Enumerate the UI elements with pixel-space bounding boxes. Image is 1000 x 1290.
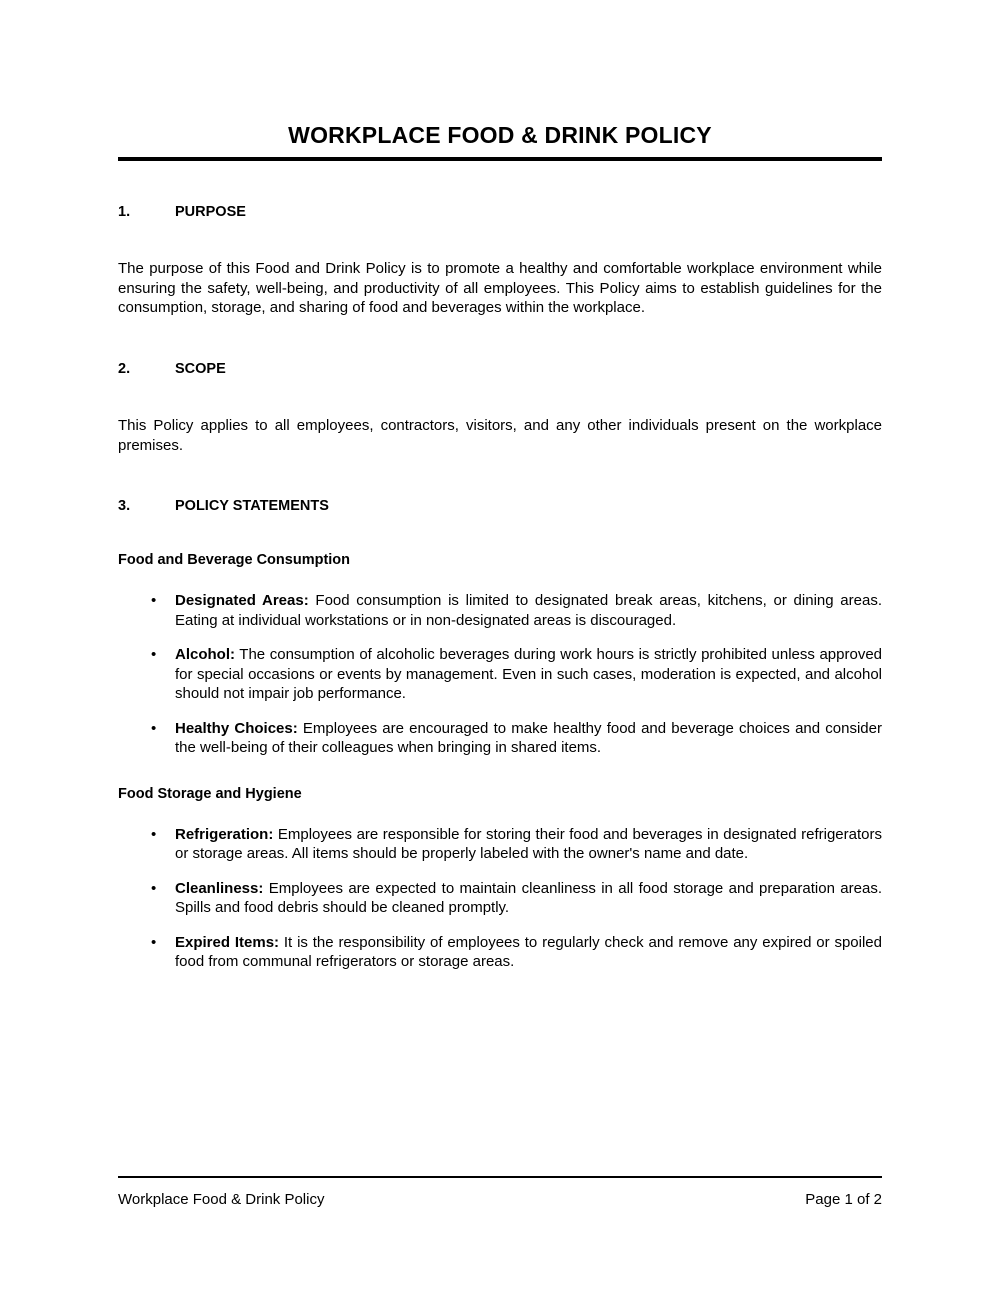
list-item-text: Employees are responsible for storing their food and beverages in designated refrigerators or storage areas. All items should be properly labeled with the owner's name and date. bbox=[175, 825, 882, 863]
list-item bbox=[118, 825, 882, 864]
spacer bbox=[118, 803, 882, 825]
bullet-list-food-and-beverage-consumption bbox=[118, 591, 882, 758]
list-item-term: Alcohol: bbox=[175, 646, 235, 664]
header-divider bbox=[118, 157, 882, 161]
list-item bbox=[118, 719, 882, 758]
bullet-list-food-storage-and-hygiene bbox=[118, 825, 882, 972]
list-item bbox=[118, 933, 882, 972]
spacer bbox=[118, 378, 882, 416]
spacer bbox=[118, 516, 882, 552]
bullet-marker-icon: • bbox=[151, 646, 157, 664]
section-number: 2. bbox=[118, 360, 131, 377]
spacer bbox=[118, 318, 882, 361]
section-label: SCOPE bbox=[175, 360, 226, 377]
spacer bbox=[118, 569, 882, 591]
section-heading-policy-statements bbox=[118, 498, 882, 515]
paragraph-purpose: The purpose of this Food and Drink Policy is to promote a healthy and comfortable workplace environment while ensuring the safety, well-being, and productivity of all employees. This Policy aims to establish guidelines for the consumption, storage, and sharing of food and beverages within the workplace. bbox=[118, 260, 882, 317]
subsection-heading-food-and-beverage-consumption: Food and Beverage Consumption bbox=[118, 551, 351, 568]
list-item-text: Employees are expected to maintain cleanliness in all food storage and preparation areas. Spills and food debris should be cleaned promptly. bbox=[175, 879, 882, 917]
bullet-marker-icon: • bbox=[151, 592, 157, 610]
section-label: POLICY STATEMENTS bbox=[175, 498, 329, 515]
spacer bbox=[118, 758, 882, 786]
page-footer bbox=[118, 1190, 882, 1209]
spacer bbox=[118, 455, 882, 498]
footer-document-name: Workplace Food & Drink Policy bbox=[118, 1191, 325, 1208]
list-item-text: The consumption of alcoholic beverages during work hours is strictly prohibited unless approved for special occasions or events by management. Even in such cases, moderation is expected, and alcohol should not impair job performance. bbox=[175, 646, 882, 703]
list-item bbox=[118, 645, 882, 704]
page-title: WORKPLACE FOOD & DRINK POLICY bbox=[288, 122, 712, 149]
footer-page-number: Page 1 of 2 bbox=[805, 1191, 882, 1208]
document-body bbox=[118, 204, 882, 972]
subsection-heading-food-storage-and-hygiene: Food Storage and Hygiene bbox=[118, 785, 302, 802]
section-label: PURPOSE bbox=[175, 204, 246, 220]
list-item-term: Refrigeration: bbox=[175, 825, 274, 843]
list-item-text: It is the responsibility of employees to regularly check and remove any expired or spoiled food from communal refrigerators or storage areas. bbox=[175, 933, 882, 971]
list-item bbox=[118, 879, 882, 918]
list-item-term: Healthy Choices: bbox=[175, 719, 298, 737]
list-item-term: Expired Items: bbox=[175, 933, 280, 951]
spacer bbox=[118, 221, 882, 259]
list-item bbox=[118, 591, 882, 630]
section-number: 3. bbox=[118, 498, 131, 515]
section-heading-purpose bbox=[118, 204, 882, 221]
bullet-marker-icon: • bbox=[151, 879, 157, 897]
section-number: 1. bbox=[118, 204, 131, 220]
bullet-marker-icon: • bbox=[151, 825, 157, 843]
list-item-text: Employees are encouraged to make healthy food and beverage choices and consider the well-being of their colleagues when bringing in shared items. bbox=[175, 719, 882, 757]
bullet-marker-icon: • bbox=[151, 933, 157, 951]
paragraph-scope: This Policy applies to all employees, contractors, visitors, and any other individuals present on the workplace premises. bbox=[118, 417, 882, 454]
list-item-term: Designated Areas: bbox=[175, 592, 309, 610]
list-item-text: Food consumption is limited to designated break areas, kitchens, or dining areas. Eating at individual workstations or in non-designated areas is discouraged. bbox=[175, 592, 882, 629]
bullet-marker-icon: • bbox=[151, 719, 157, 737]
section-heading-scope bbox=[118, 361, 882, 378]
footer-divider bbox=[118, 1176, 882, 1178]
list-item-term: Cleanliness: bbox=[175, 879, 264, 897]
